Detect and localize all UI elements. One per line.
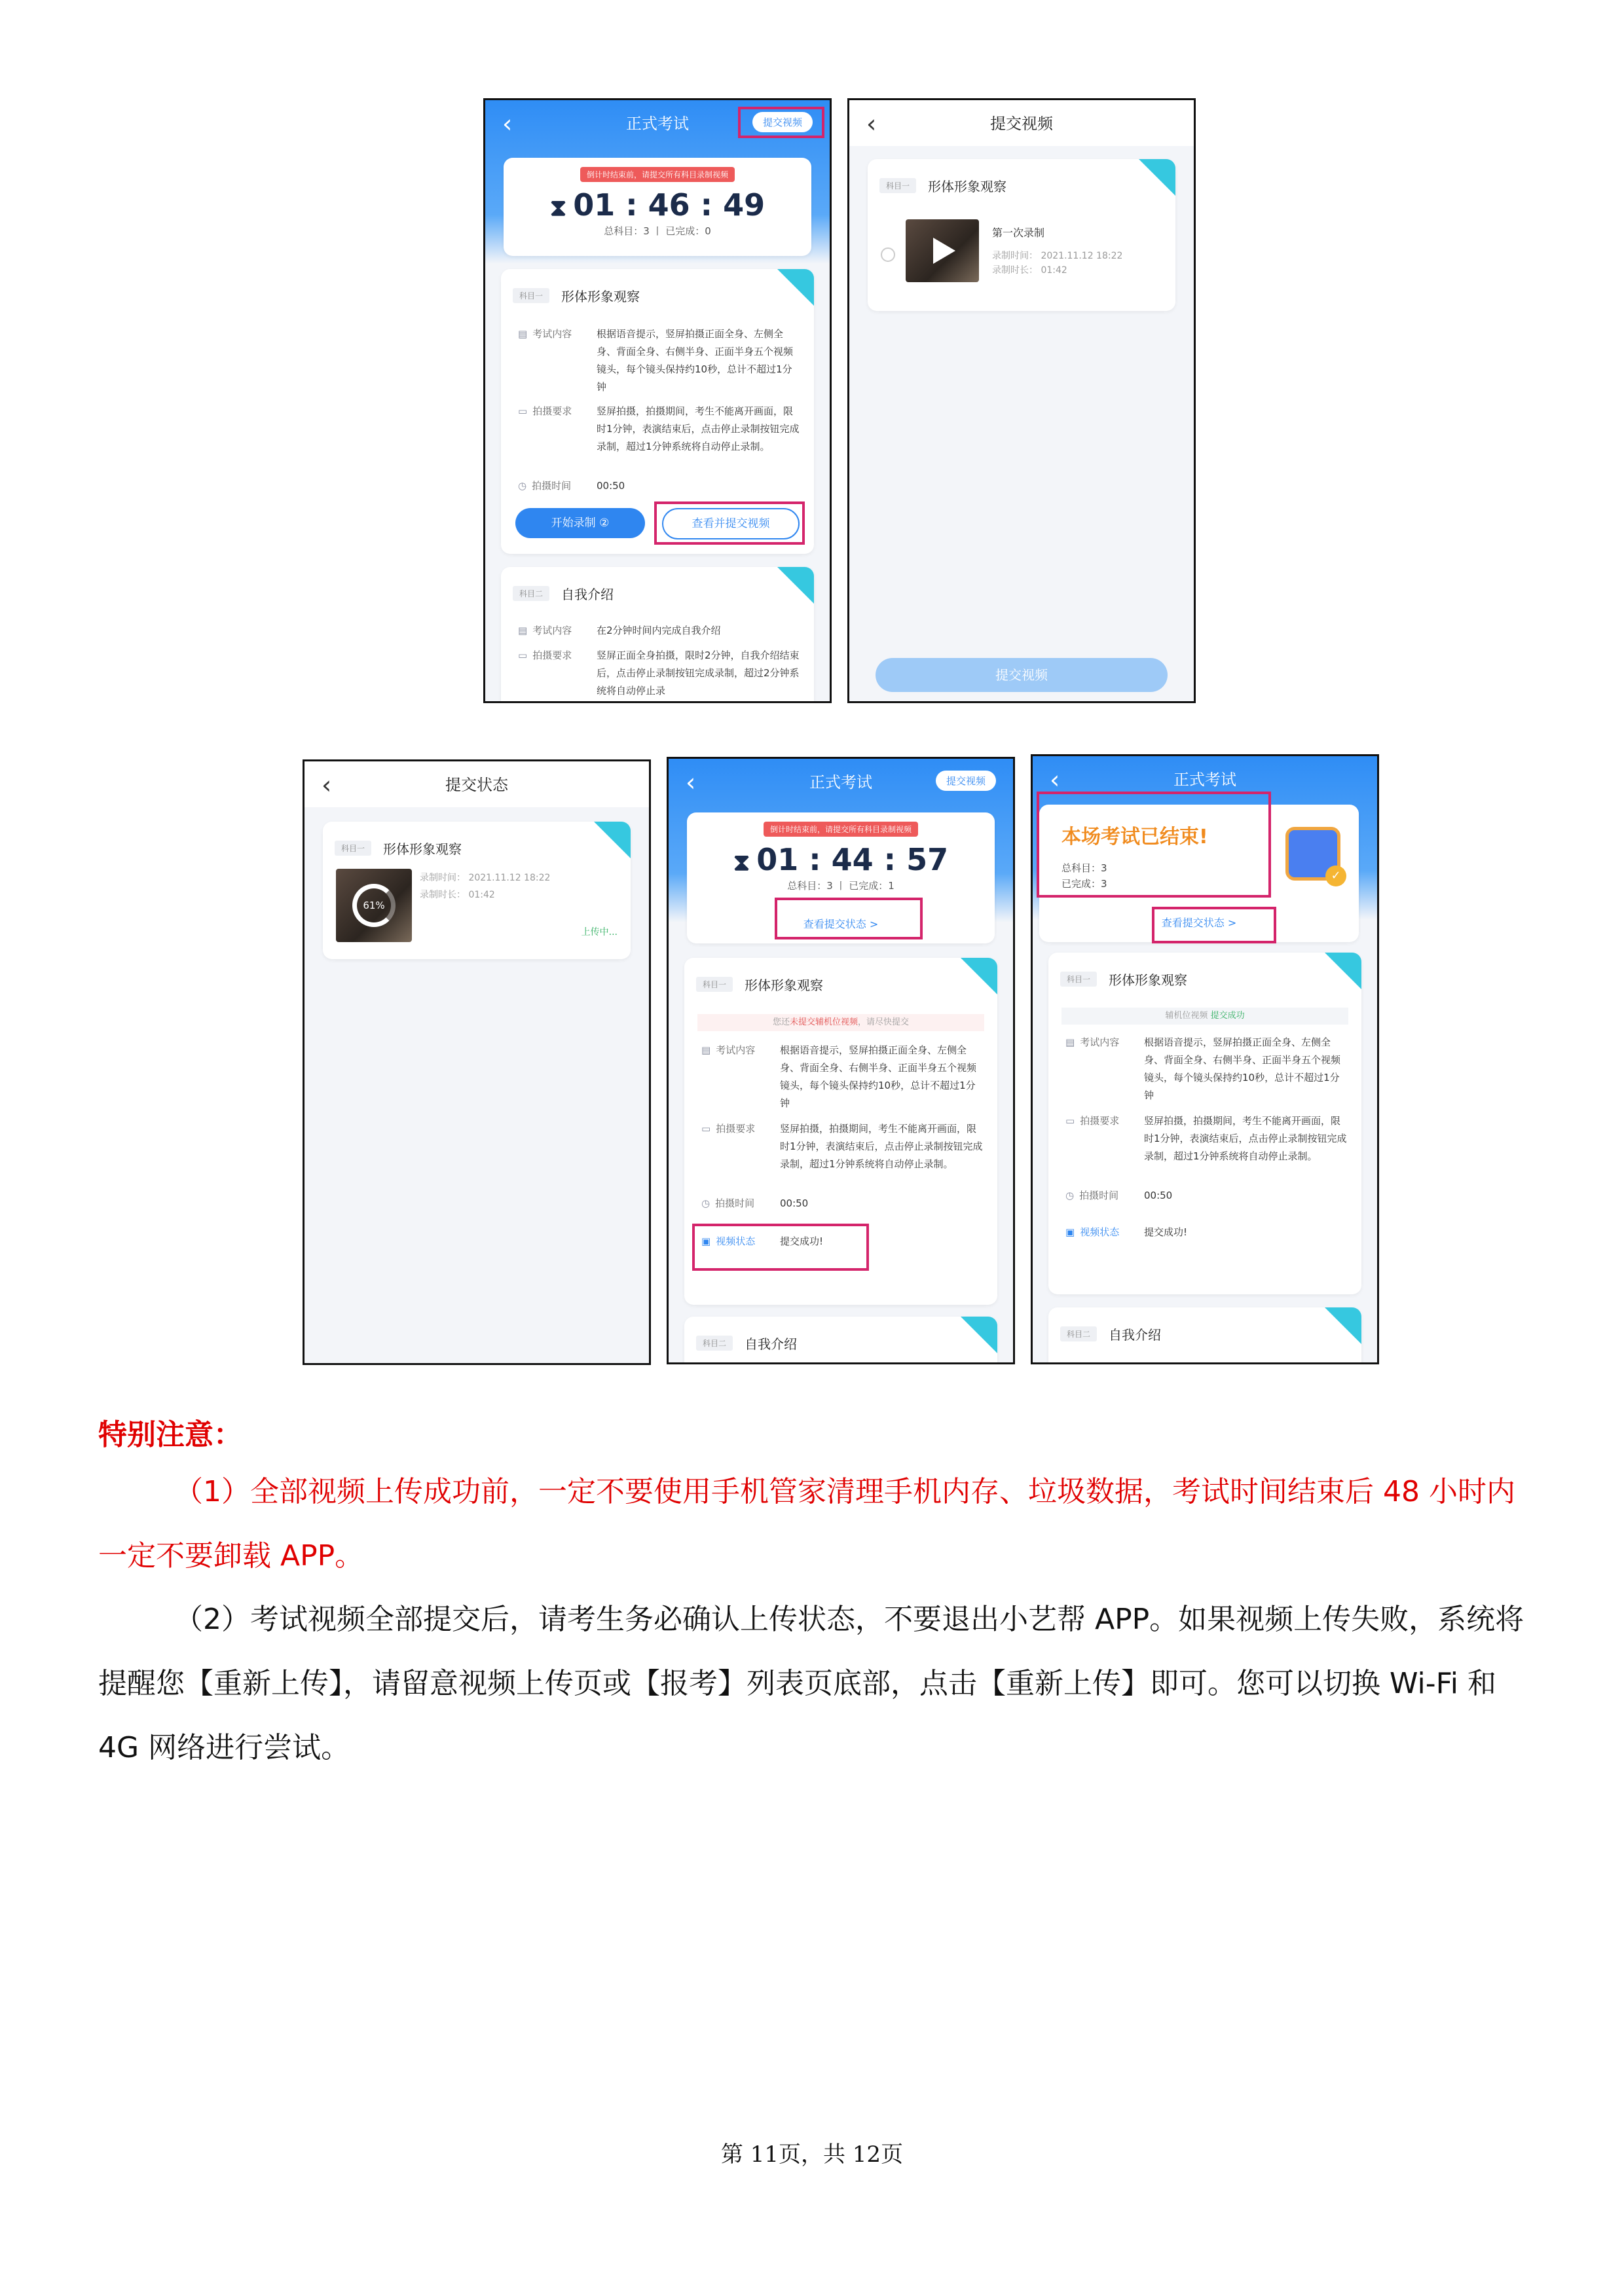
completed-subjects: 已完成：3 — [1061, 878, 1107, 890]
s2-content-text: 在2分钟时间内完成自我介绍 — [597, 625, 721, 636]
recording-card — [868, 159, 1175, 311]
record-length: 录制时长： 01:42 — [992, 265, 1067, 276]
time-label: ◷ 拍摄时间 — [1065, 1190, 1119, 1201]
subject-header — [696, 975, 823, 994]
subject-name: 形体形象观察 — [561, 289, 640, 304]
subject2-tag: 科目二 — [513, 586, 549, 601]
require-text: 竖屏拍摄，拍摄期间，考生不能离开画面，限时1分钟，表演结束后，点击停止录制按钮完成录制，超过1分钟系统将自动停止录制。 — [1144, 1115, 1347, 1162]
hourglass-icon: ⧗ — [549, 194, 567, 221]
countdown-card — [504, 158, 811, 256]
camera-icon: ▭ — [518, 405, 528, 417]
require-text: 竖屏拍摄，拍摄期间，考生不能离开画面，限时1分钟，表演结束后，点击停止录制按钮完成录制，超过1分钟系统将自动停止录制。 — [597, 405, 800, 452]
exam-finished-title: 本场考试已结束! — [1061, 826, 1208, 848]
record-name: 第一次录制 — [992, 227, 1045, 239]
subject2-name: 自我介绍 — [745, 1336, 798, 1352]
corner-badge — [1139, 159, 1175, 196]
video-status-value: 提交成功! — [1144, 1226, 1188, 1238]
upload-card — [323, 822, 631, 959]
header-bar — [849, 100, 1194, 146]
require-label: ▭ 拍摄要求 — [1065, 1115, 1120, 1127]
time-label: ◷ 拍摄时间 — [518, 480, 572, 492]
require-row — [518, 403, 801, 456]
require-label: ▭ 拍摄要求 — [518, 649, 572, 661]
time-row — [1065, 1187, 1348, 1205]
highlight-box — [1037, 792, 1271, 898]
subject2-header — [696, 1334, 797, 1353]
back-icon[interactable]: ‹ — [1050, 765, 1060, 794]
note-paragraph-1: （1）全部视频上传成功前，一定不要使用手机管家清理手机内存、垃圾数据，考试时间结束后 48 小时内一定不要卸载 APP。 — [98, 1475, 1515, 1573]
page-title: 正式考试 — [809, 773, 872, 792]
upload-status: 上传中... — [581, 927, 618, 938]
highlight-box — [738, 107, 824, 138]
s2-content-row — [518, 622, 801, 640]
notepad-icon — [1285, 827, 1340, 881]
submit-video-pill-button[interactable]: 提交视频 — [752, 112, 813, 132]
note-paragraph-2: （2）考试视频全部提交后，请考生务必确认上传状态，不要退出小艺帮 APP。如果视频上传失败，系统将提醒您【重新上传】，请留意视频上传页或【报考】列表页底部，点击【重新上传】即可。您可以切换 Wi-Fi 和 4G 网络进行尝试。 — [98, 1603, 1524, 1764]
header-bar — [304, 761, 649, 807]
subject-name: 形体形象观察 — [383, 841, 462, 857]
require-text: 竖屏拍摄，拍摄期间，考生不能离开画面，限时1分钟，表演结束后，点击停止录制按钮完成录制，超过1分钟系统将自动停止录制。 — [780, 1123, 983, 1170]
hourglass-icon: ⧗ — [733, 849, 750, 876]
submit-video-button[interactable]: 提交视频 — [876, 658, 1168, 692]
time-value: 00:50 — [597, 480, 625, 492]
total-subjects: 总科目：3 — [1061, 862, 1107, 874]
content-label: ▤ 考试内容 — [1065, 1036, 1120, 1048]
corner-badge — [777, 269, 814, 306]
subject2-tag: 科目二 — [696, 1336, 733, 1351]
highlight-box — [654, 501, 805, 545]
content-row — [1065, 1034, 1348, 1104]
aux-success-notice: 辅机位视频 提交成功 — [1061, 1008, 1348, 1025]
clock-icon: ◷ — [518, 480, 527, 492]
corner-badge — [961, 958, 997, 994]
start-record-button[interactable]: 开始录制 ② — [515, 508, 645, 538]
require-row — [701, 1120, 984, 1173]
camera-icon: ▭ — [1065, 1115, 1075, 1127]
doc-icon: ▤ — [518, 328, 528, 340]
s2-require-text: 竖屏正面全身拍摄，限时2分钟，自我介绍结束后，点击停止录制按钮完成录制，超过2分钟系统将自动停止录 — [597, 649, 800, 697]
highlight-box — [775, 898, 923, 939]
time-row — [701, 1195, 984, 1212]
progress-ring: 61% — [352, 884, 396, 927]
subject-card — [1048, 953, 1361, 1294]
corner-badge — [1325, 1307, 1361, 1344]
subject-counts: 总科目：3 丨 已完成：0 — [604, 225, 711, 237]
countdown-timer: ⧗ 01 : 44 : 57 — [733, 842, 949, 877]
video-status-value: 提交成功! — [780, 1235, 824, 1247]
subject-tag: 科目一 — [879, 178, 916, 193]
subject-counts: 总科目：3 丨 已完成：1 — [787, 880, 895, 892]
content-text: 根据语音提示，竖屏拍摄正面全身、左侧全身、背面全身、右侧半身、正面半身五个视频镜头，每个镜头保持约10秒，总计不超过1分钟 — [780, 1044, 977, 1109]
clock-icon: ◷ — [701, 1197, 710, 1209]
require-label: ▭ 拍摄要求 — [701, 1123, 756, 1135]
subject2-card — [501, 567, 814, 703]
view-status-link[interactable]: 查看提交状态 > — [1161, 917, 1237, 929]
content-label: ▤ 考试内容 — [518, 328, 572, 340]
subject2-header — [1060, 1324, 1161, 1343]
doc-icon: ▤ — [1065, 1036, 1075, 1048]
time-label: ◷ 拍摄时间 — [701, 1197, 755, 1209]
highlight-box — [1152, 907, 1276, 943]
subject-card — [501, 269, 814, 554]
clock-icon: ◷ — [1065, 1190, 1075, 1201]
screenshot-exam-progress — [667, 757, 1015, 1364]
doc-icon: ▤ — [518, 625, 528, 636]
video-status-label: ▣ 视频状态 — [1065, 1226, 1120, 1238]
subject2-card — [1048, 1307, 1361, 1364]
s2-require-row — [518, 647, 801, 700]
deadline-tag: 倒计时结束前，请提交所有科目录制视频 — [580, 167, 735, 182]
countdown-timer: ⧗ 01 : 46 : 49 — [549, 187, 766, 223]
subject-name: 形体形象观察 — [745, 977, 824, 993]
page-title: 提交状态 — [445, 776, 508, 794]
doc-icon: ▤ — [701, 1044, 711, 1056]
content-row — [701, 1042, 984, 1112]
content-row — [518, 325, 801, 396]
subject2-card — [684, 1317, 997, 1364]
screenshot-submit-status — [303, 759, 651, 1365]
camera-icon: ▭ — [518, 649, 528, 661]
page-title: 提交视频 — [990, 115, 1053, 133]
corner-badge — [961, 1317, 997, 1353]
subject-tag: 科目一 — [1060, 972, 1097, 987]
require-row — [1065, 1112, 1348, 1165]
checkmark-icon: ✓ — [1325, 866, 1346, 886]
page-title: 正式考试 — [626, 115, 689, 133]
subject2-header — [513, 584, 614, 603]
back-icon[interactable]: ‹ — [322, 771, 332, 799]
camera-icon: ▭ — [701, 1123, 711, 1135]
video-icon: ▣ — [701, 1235, 711, 1247]
subject2-name: 自我介绍 — [561, 587, 614, 602]
page-footer: 第 11页，共 12页 — [720, 2141, 904, 2168]
note-heading: 特别注意： — [98, 1418, 242, 1451]
content-label: ▤ 考试内容 — [701, 1044, 756, 1056]
time-value: 00:50 — [780, 1197, 809, 1209]
highlight-box — [692, 1224, 869, 1271]
subject-header — [1060, 970, 1187, 989]
view-submit-video-button[interactable]: 查看并提交视频 — [662, 508, 800, 539]
subject-name: 形体形象观察 — [928, 179, 1007, 194]
record-time: 录制时间： 2021.11.12 18:22 — [992, 251, 1123, 261]
content-label: ▤ 考试内容 — [518, 625, 572, 636]
subject-tag: 科目一 — [696, 977, 733, 992]
back-icon[interactable]: ‹ — [502, 109, 513, 138]
page-title: 正式考试 — [1173, 771, 1236, 789]
subject-tag: 科目一 — [335, 841, 371, 856]
video-thumbnail[interactable] — [906, 219, 979, 282]
corner-badge — [777, 567, 814, 604]
video-thumbnail — [336, 869, 412, 942]
record-time: 录制时间： 2021.11.12 18:22 — [420, 873, 551, 883]
video-icon: ▣ — [1065, 1226, 1075, 1238]
time-row — [518, 477, 801, 495]
back-icon[interactable]: ‹ — [686, 768, 696, 797]
video-status-label: ▣ 视频状态 — [701, 1235, 756, 1247]
video-status-row — [1065, 1224, 1348, 1241]
submit-video-pill-button[interactable]: 提交视频 — [936, 771, 996, 791]
subject-header — [513, 286, 640, 305]
corner-badge — [1325, 953, 1361, 989]
require-label: ▭ 拍摄要求 — [518, 405, 572, 417]
subject-header — [879, 176, 1006, 195]
back-icon[interactable]: ‹ — [866, 109, 877, 138]
view-status-link[interactable]: 查看提交状态 > — [803, 918, 879, 930]
select-radio[interactable] — [881, 247, 895, 262]
time-value: 00:50 — [1144, 1190, 1173, 1201]
screenshot-submit-video — [847, 98, 1196, 703]
subject-tag: 科目一 — [513, 288, 549, 303]
record-length: 录制时长： 01:42 — [420, 890, 495, 900]
aux-notice: 您还未提交辅机位视频，请尽快提交 — [697, 1014, 984, 1031]
corner-badge — [594, 822, 631, 858]
play-icon — [933, 238, 955, 264]
subject-header — [335, 839, 462, 858]
screenshot-exam-countdown — [483, 98, 832, 703]
subject-name: 形体形象观察 — [1109, 972, 1188, 988]
content-text: 根据语音提示，竖屏拍摄正面全身、左侧全身、背面全身、右侧半身、正面半身五个视频镜头，每个镜头保持约10秒，总计不超过1分钟 — [597, 328, 794, 393]
deadline-tag: 倒计时结束前，请提交所有科目录制视频 — [764, 822, 918, 837]
content-text: 根据语音提示，竖屏拍摄正面全身、左侧全身、背面全身、右侧半身、正面半身五个视频镜头，每个镜头保持约10秒，总计不超过1分钟 — [1144, 1036, 1341, 1101]
subject2-name: 自我介绍 — [1109, 1327, 1162, 1343]
subject2-tag: 科目二 — [1060, 1326, 1097, 1341]
screenshot-exam-finished — [1031, 754, 1379, 1364]
